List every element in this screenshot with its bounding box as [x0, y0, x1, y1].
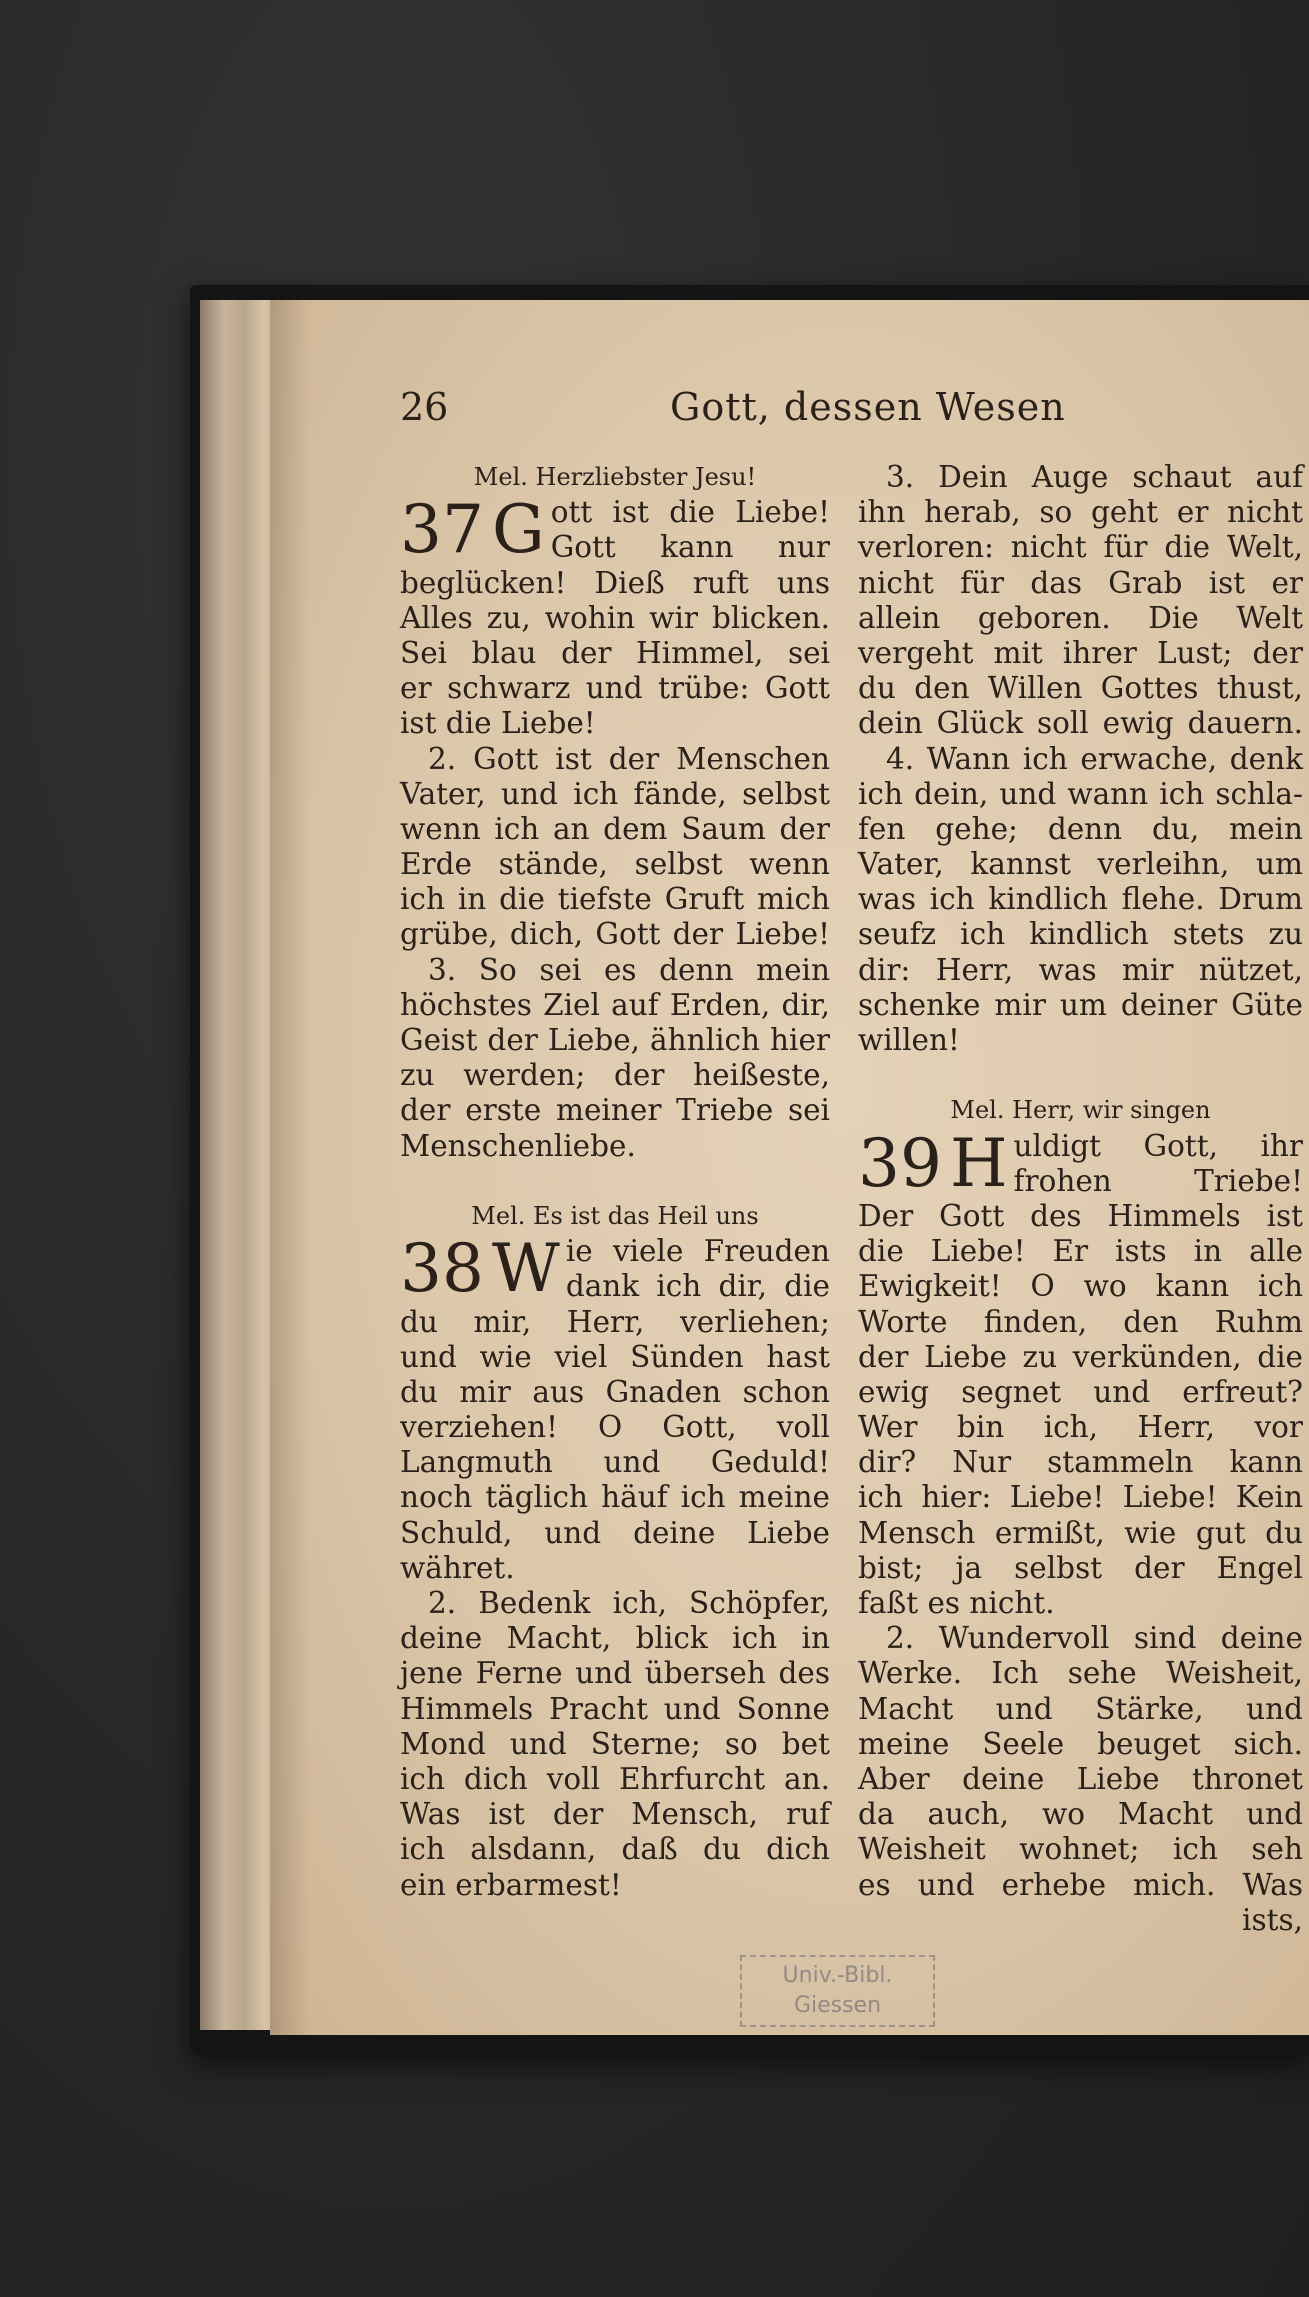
hymn-line: ich in die tiefste Gruft mich — [400, 882, 830, 917]
hymn-line: schenke mir um deiner Güte — [858, 987, 1303, 1022]
hymn-line: dank ich dir, die — [565, 1269, 830, 1304]
hymn-38-heading — [400, 1230, 830, 1308]
hymn-line: Menschenliebe. — [400, 1128, 636, 1163]
hymn-line: noch täglich häuf ich meine — [400, 1480, 830, 1515]
hymn-line: Vater, und ich fände, selbst — [400, 776, 830, 811]
hymn-line: uldigt Gott, ihr — [1013, 1128, 1303, 1163]
hymn-line: es und erhebe mich. Was — [858, 1867, 1303, 1902]
hymn-line: verloren: nicht für die Welt, — [858, 530, 1303, 565]
hymn-line: verziehen! O Gott, voll — [400, 1410, 830, 1445]
hymn-line: Werke. Ich sehe Weisheit, — [858, 1656, 1303, 1691]
hymn-line: Gott kann nur — [550, 530, 830, 565]
hymn-39-dropcap: H — [949, 1124, 1008, 1202]
hymn-line: Worte finden, den Ruhm — [858, 1304, 1303, 1339]
running-head-title: Gott, dessen Wesen — [670, 385, 1066, 429]
hymn-line: deine Macht, blick ich in — [400, 1621, 830, 1656]
hymn-line: jene Ferne und überseh des — [400, 1656, 830, 1691]
melody-line-38: Mel. Es ist das Heil uns — [471, 1201, 759, 1230]
page-number: 26 — [400, 385, 449, 429]
book-page — [270, 300, 1309, 2035]
hymn-37-heading — [400, 491, 830, 569]
hymn-line: dir? Nur stammeln kann — [858, 1445, 1303, 1480]
hymn-line: Was ist der Mensch, ruf — [400, 1797, 830, 1832]
hymn-line: dir: Herr, was mir nützet, — [858, 952, 1303, 987]
stamp-line-1: Univ.-Bibl. — [782, 1963, 893, 1988]
hymn-line: ott ist die Liebe! — [550, 495, 830, 530]
hymn-line: 2. Gott ist der Menschen — [428, 741, 830, 776]
hymn-line: Mensch ermißt, wie gut du — [858, 1515, 1303, 1550]
hymn-line: grübe, dich, Gott der Liebe! — [400, 917, 830, 952]
hymn-line: er schwarz und trübe: Gott — [400, 671, 830, 706]
hymn-number-37: 37 — [400, 491, 484, 569]
hymn-line: seufz ich kindlich stets zu — [858, 917, 1303, 952]
hymn-line: allein geboren. Die Welt — [858, 600, 1303, 635]
hymn-line: und wie viel Sünden hast — [400, 1339, 830, 1374]
running-head — [270, 385, 1309, 435]
hymn-line: ist die Liebe! — [400, 706, 596, 741]
spacer — [400, 1164, 830, 1199]
hymn-line: Wer bin ich, Herr, vor — [858, 1410, 1303, 1445]
hymn-line: Himmels Pracht und Sonne — [400, 1691, 830, 1726]
hymn-line: ihn herab, so geht er nicht — [858, 495, 1303, 530]
library-stamp — [740, 1955, 935, 2027]
hymn-line: Der Gott des Himmels ist — [858, 1198, 1303, 1233]
hymn-line: Aber deine Liebe thronet — [858, 1761, 1303, 1796]
catchword: ists, — [1242, 1902, 1303, 1937]
hymn-line: höchstes Ziel auf Erden, dir, — [400, 987, 830, 1022]
hymn-line: Erde stände, selbst wenn — [400, 847, 830, 882]
hymn-number-39: 39 — [858, 1124, 942, 1202]
hymn-line: Macht und Stärke, und — [858, 1691, 1303, 1726]
hymn-line: ich dein, und wann ich schla- — [858, 776, 1303, 811]
hymn-line: ich hier: Liebe! Liebe! Kein — [858, 1480, 1303, 1515]
hymn-line: ein erbarmest! — [400, 1867, 622, 1902]
hymn-39-heading — [858, 1124, 1303, 1202]
hymn-line: Langmuth und Geduld! — [400, 1445, 830, 1480]
hymn-line: Geist der Liebe, ähnlich hier — [400, 1023, 830, 1058]
hymn-line: Alles zu, wohin wir blicken. — [400, 600, 830, 635]
hymn-line: was ich kindlich flehe. Drum — [858, 882, 1303, 917]
hymn-line: fen gehe; denn du, mein — [858, 811, 1303, 846]
hymn-line: Sei blau der Himmel, sei — [400, 635, 830, 670]
page-edges — [200, 300, 280, 2030]
hymn-line: dein Glück soll ewig dauern. — [858, 706, 1303, 741]
hymn-line: Mond und Sterne; so bet — [400, 1726, 830, 1761]
hymn-line: Vater, kannst verleihn, um — [858, 847, 1303, 882]
hymn-line: du mir, Herr, verliehen; — [400, 1304, 830, 1339]
right-column — [858, 460, 1303, 1938]
hymn-line: 2. Wundervoll sind deine — [886, 1621, 1303, 1656]
hymn-line: Schuld, und deine Liebe — [400, 1515, 830, 1550]
spacer — [858, 1058, 1303, 1093]
hymn-line: 3. Dein Auge schaut auf — [886, 460, 1303, 494]
hymn-line: ich dich voll Ehrfurcht an. — [400, 1761, 830, 1796]
hymn-line: da auch, wo Macht und — [858, 1797, 1303, 1832]
hymn-line: beglücken! Dieß ruft uns — [400, 565, 830, 600]
hymn-line: währet. — [400, 1550, 515, 1585]
hymn-line: meine Seele beuget sich. — [858, 1726, 1303, 1761]
hymn-line: du den Willen Gottes thust, — [858, 671, 1303, 706]
hymn-38-dropcap: W — [491, 1230, 560, 1308]
hymn-line: 2. Bedenk ich, Schöpfer, — [428, 1586, 830, 1621]
left-column — [400, 460, 830, 1903]
melody-line-37: Mel. Herzliebster Jesu! — [473, 463, 757, 491]
hymn-line: Ewigkeit! O wo kann ich — [858, 1269, 1303, 1304]
hymn-line: willen! — [858, 1023, 960, 1057]
hymn-line: ich alsdann, daß du dich — [400, 1832, 830, 1867]
melody-line-39: Mel. Herr, wir singen — [950, 1096, 1211, 1125]
hymn-line: faßt es nicht. — [858, 1586, 1055, 1621]
hymn-number-38: 38 — [400, 1230, 484, 1308]
hymn-line: wenn ich an dem Saum der — [400, 811, 830, 846]
hymn-line: 3. So sei es denn mein — [428, 952, 830, 987]
hymn-line: die Liebe! Er ists in alle — [858, 1234, 1303, 1269]
hymn-line: 4. Wann ich erwache, denk — [886, 741, 1303, 776]
hymn-line: ewig segnet und erfreut? — [858, 1374, 1303, 1409]
stamp-line-2: Giessen — [793, 1993, 882, 2018]
hymn-line: zu werden; der heißeste, — [400, 1058, 830, 1093]
hymn-line: bist; ja selbst der Engel — [858, 1550, 1303, 1585]
hymn-line: der erste meiner Triebe sei — [400, 1093, 830, 1128]
hymn-line: ie viele Freuden — [565, 1234, 830, 1269]
hymn-line: Weisheit wohnet; ich seh — [858, 1832, 1303, 1867]
hymn-line: der Liebe zu verkünden, die — [858, 1339, 1303, 1374]
hymn-line: vergeht mit ihrer Lust; der — [858, 635, 1303, 670]
hymn-line: frohen Triebe! — [1013, 1163, 1303, 1198]
hymn-37-dropcap: G — [491, 491, 545, 569]
hymn-line: du mir aus Gnaden schon — [400, 1374, 830, 1409]
hymn-line: nicht für das Grab ist er — [858, 565, 1303, 600]
